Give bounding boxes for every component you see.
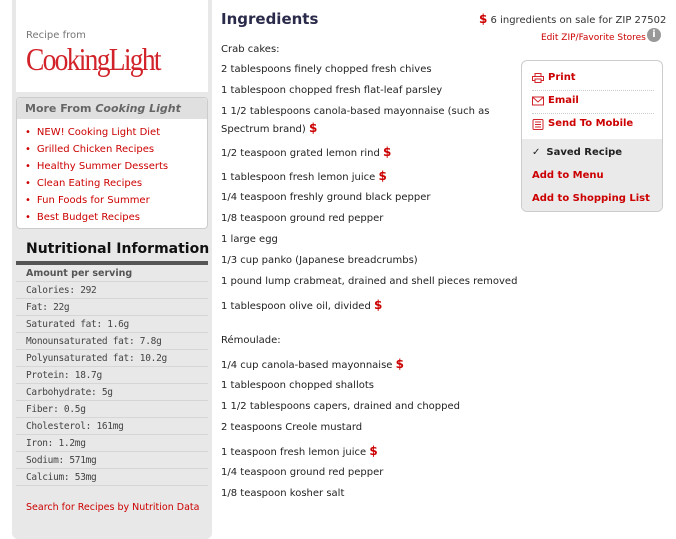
- divider: [532, 113, 654, 114]
- mobile-phone-icon: [532, 119, 544, 129]
- ingredient-item: 1/4 teaspoon freshly ground black pepper: [221, 192, 431, 203]
- nutrition-row: Cholesterol: 161mg: [16, 418, 208, 435]
- bullet-icon: •: [25, 212, 31, 223]
- more-link-item[interactable]: [25, 158, 207, 175]
- email-button[interactable]: [532, 95, 579, 106]
- send-to-mobile-label[interactable]: Send To Mobile: [548, 118, 634, 129]
- more-link-item[interactable]: [25, 192, 207, 209]
- divider: [532, 90, 654, 91]
- dollar-icon[interactable]: $: [369, 444, 378, 458]
- more-link-label[interactable]: NEW! Cooking Light Diet: [36, 127, 161, 138]
- more-link-item[interactable]: [25, 209, 207, 226]
- nutrition-row: Carbohydrate: 5g: [16, 384, 208, 401]
- more-from-prefix: More From: [25, 102, 92, 115]
- ingredient-text: 1 tablespoon olive oil, divided: [221, 301, 371, 312]
- email-label[interactable]: Email: [548, 95, 579, 106]
- ingredient-text: 1/4 cup canola-based mayonnaise: [221, 360, 393, 371]
- dollar-icon[interactable]: $: [374, 298, 383, 312]
- section-header-crab-cakes: Crab cakes:: [221, 44, 280, 55]
- add-to-shopping-list-link[interactable]: Add to Shopping List: [532, 193, 650, 204]
- more-from-brand: Cooking Light: [95, 102, 181, 115]
- printer-icon: [532, 73, 544, 83]
- ingredient-item: [221, 356, 404, 374]
- print-label[interactable]: Print: [548, 72, 576, 83]
- nutrition-row: Sodium: 571mg: [16, 452, 208, 469]
- nutrition-row: Monounsaturated fat: 7.8g: [16, 333, 208, 350]
- more-from-list: [17, 119, 207, 226]
- nutrition-row: Calcium: 53mg: [16, 469, 208, 486]
- nutrition-title: Nutritional Information: [26, 241, 210, 257]
- ingredients-title: Ingredients: [221, 10, 319, 28]
- ingredient-item: [221, 104, 501, 138]
- more-link-item[interactable]: [25, 175, 207, 192]
- sale-text: 6 ingredients on sale for ZIP 27502: [490, 15, 667, 26]
- dollar-icon[interactable]: $: [309, 121, 318, 135]
- bullet-icon: •: [25, 178, 31, 189]
- add-to-menu-link[interactable]: Add to Menu: [532, 170, 604, 181]
- ingredient-text: 1 teaspoon fresh lemon juice: [221, 447, 367, 458]
- cooking-light-logo[interactable]: CookingLight: [26, 41, 160, 77]
- more-from-box: [16, 97, 208, 229]
- more-link-item[interactable]: [25, 124, 207, 141]
- ingredient-text: 1 tablespoon fresh lemon juice: [221, 172, 376, 183]
- recipe-from-label: Recipe from: [26, 30, 86, 41]
- more-link-item[interactable]: [25, 141, 207, 158]
- ingredient-item: [221, 144, 391, 162]
- ingredient-item: 1 pound lump crabmeat, drained and shell pieces removed: [221, 276, 518, 287]
- more-link-label[interactable]: Fun Foods for Summer: [36, 195, 150, 206]
- saved-zone: [522, 139, 663, 212]
- ingredient-item: 1/4 teaspoon ground red pepper: [221, 467, 384, 478]
- ingredient-item: 2 teaspoons Creole mustard: [221, 422, 363, 433]
- ingredient-text: 1 1/2 tablespoons canola-based mayonnaise (such as Spectrum brand): [221, 106, 490, 135]
- edit-zip-link[interactable]: Edit ZIP/Favorite Stores: [541, 33, 646, 43]
- more-link-label[interactable]: Clean Eating Recipes: [36, 178, 143, 189]
- ingredient-item: 1 1/2 tablespoons capers, drained and chopped: [221, 401, 460, 412]
- saved-recipe-label: Saved Recipe: [546, 147, 623, 158]
- ingredient-item: [221, 168, 387, 186]
- search-by-nutrition-link[interactable]: Search for Recipes by Nutrition Data: [26, 502, 200, 513]
- dollar-icon[interactable]: $: [378, 169, 387, 183]
- nutrition-row: Saturated fat: 1.6g: [16, 316, 208, 333]
- bullet-icon: •: [25, 127, 31, 138]
- bullet-icon: •: [25, 195, 31, 206]
- saved-recipe-status[interactable]: [532, 147, 622, 158]
- more-from-header: [17, 98, 207, 119]
- ingredient-item: 1/8 teaspoon ground red pepper: [221, 213, 384, 224]
- bullet-icon: •: [25, 144, 31, 155]
- recipe-actions-panel: [521, 60, 663, 212]
- print-button[interactable]: [532, 72, 576, 83]
- dollar-icon[interactable]: $: [383, 145, 392, 159]
- dollar-icon: $: [479, 12, 488, 26]
- ingredient-text: 1/2 teaspoon grated lemon rind: [221, 148, 380, 159]
- nutrition-row: Calories: 292: [16, 282, 208, 299]
- sidebar: [12, 0, 212, 539]
- ingredient-item: [221, 443, 378, 461]
- envelope-icon: [532, 96, 544, 106]
- sale-notice: [479, 12, 666, 26]
- nutrition-row: Fat: 22g: [16, 299, 208, 316]
- ingredient-item: [221, 297, 382, 315]
- nutrition-row: Iron: 1.2mg: [16, 435, 208, 452]
- nutrition-row: Polyunsaturated fat: 10.2g: [16, 350, 208, 367]
- ingredient-item: 1 tablespoon chopped shallots: [221, 380, 374, 391]
- ingredient-item: 2 tablespoons finely chopped fresh chives: [221, 64, 432, 75]
- info-icon[interactable]: i: [647, 28, 661, 42]
- bullet-icon: •: [25, 161, 31, 172]
- ingredient-item: 1 tablespoon chopped fresh flat-leaf parsley: [221, 85, 443, 96]
- more-link-label[interactable]: Best Budget Recipes: [36, 212, 141, 223]
- more-link-label[interactable]: Healthy Summer Desserts: [36, 161, 169, 172]
- ingredient-item: 1/8 teaspoon kosher salt: [221, 488, 345, 499]
- checkmark-icon: ✓: [532, 147, 541, 158]
- dollar-icon[interactable]: $: [395, 357, 404, 371]
- more-link-label[interactable]: Grilled Chicken Recipes: [36, 144, 155, 155]
- section-header-remoulade: Rémoulade:: [221, 335, 281, 346]
- brand-block: [16, 0, 208, 92]
- nutrition-header: Amount per serving: [16, 265, 208, 282]
- nutrition-row: Fiber: 0.5g: [16, 401, 208, 418]
- send-to-mobile-button[interactable]: [532, 118, 633, 129]
- ingredient-item: 1/3 cup panko (Japanese breadcrumbs): [221, 255, 418, 266]
- ingredient-item: 1 large egg: [221, 234, 278, 245]
- nutrition-row: Protein: 18.7g: [16, 367, 208, 384]
